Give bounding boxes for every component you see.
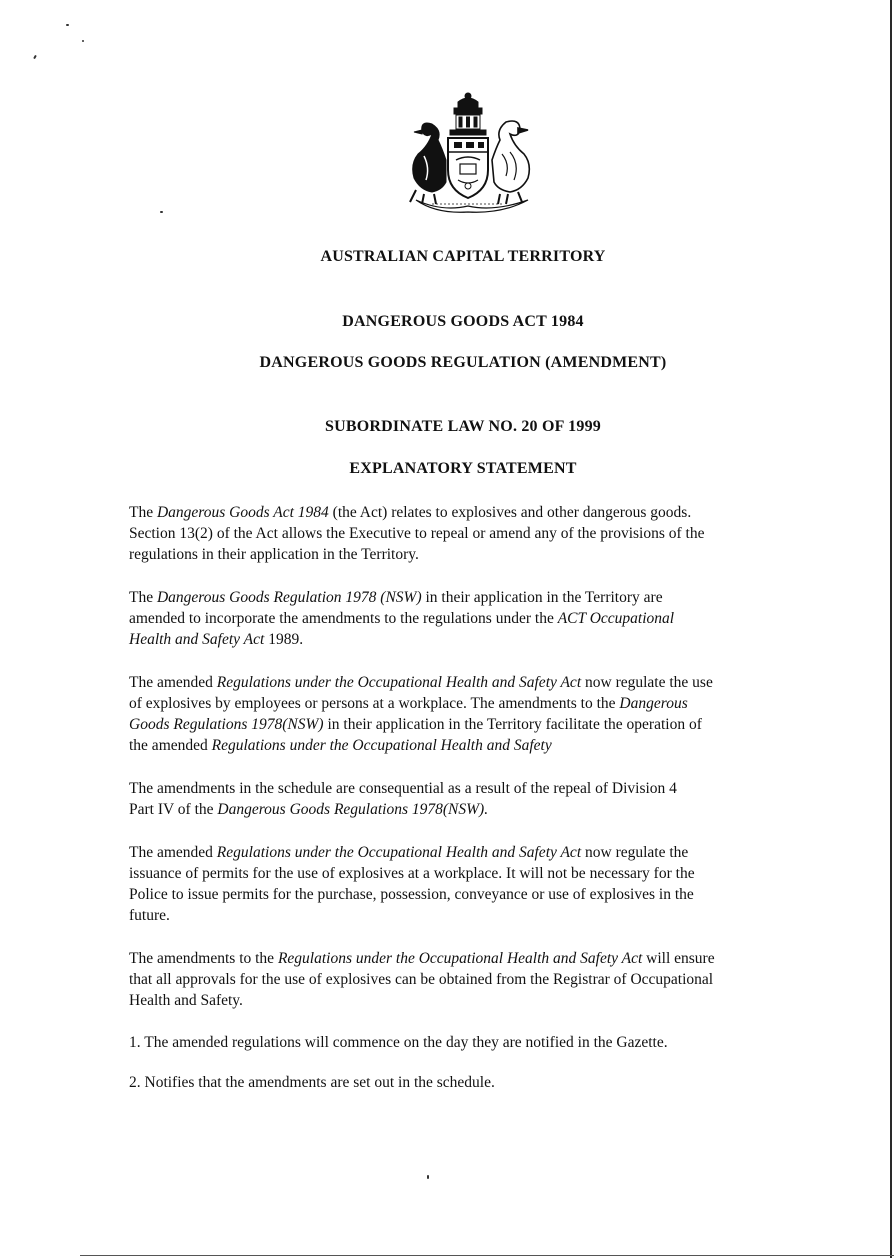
paragraph-permits: The amended Regulations under the Occupational Health and Safety Act now regulate the issuance of permits for the use of explosives at a workplace. It will not be necessary for the Police to issue permits for the purchase, possession, conveyance or use of explosives in the future.: [129, 844, 695, 924]
page-edge-bottom: [80, 1255, 894, 1256]
scan-speck: [82, 40, 84, 42]
paragraph-act-overview: The Dangerous Goods Act 1984 (the Act) relates to explosives and other dangerous goods. Section 13(2) of the Act allows the Executive to repeal or amend any of the provisions of the regulations in their application in the Territory.: [129, 504, 705, 563]
jurisdiction-heading: AUSTRALIAN CAPITAL TERRITORY: [320, 248, 606, 265]
scan-speck: [427, 1175, 429, 1179]
scan-speck: [160, 211, 163, 213]
paragraph-approvals: The amendments to the Regulations under the Occupational Health and Safety Act will ensure that all approvals for the use of explosives can be obtained from the Registrar of Occupational Health and Safety.: [129, 950, 715, 1009]
list-item: 2. Notifies that the amendments are set out in the schedule.: [129, 1074, 495, 1091]
list-item: 1. The amended regulations will commence on the day they are notified in the Gazette.: [129, 1034, 668, 1051]
paragraph-regulation-amended: The Dangerous Goods Regulation 1978 (NSW) in their application in the Territory are amended to incorporate the amendments to the regulations under the ACT Occupational Health and Safety Act 1989.: [129, 589, 675, 648]
scan-speck: [33, 55, 37, 59]
regulation-title-heading: DANGEROUS GOODS REGULATION (AMENDMENT): [259, 354, 667, 371]
statement-title-heading: EXPLANATORY STATEMENT: [349, 460, 577, 477]
paragraph-consequential-amendments: The amendments in the schedule are consequential as a result of the repeal of Division 4 Part IV of the Dangerous Goods Regulations 1978(NSW).: [129, 780, 677, 818]
scan-speck: [66, 24, 69, 26]
law-number-heading: SUBORDINATE LAW NO. 20 OF 1999: [325, 418, 601, 435]
paragraph-explosives-use: The amended Regulations under the Occupational Health and Safety Act now regulate the use of explosives by employees or persons at a workplace. The amendments to the Dangerous Goods Regulations 1978(NSW) in their application in the Territory facilitate the operation of the amended Regulations under the Occupational Health and Safety: [129, 674, 713, 754]
page-edge-right: [890, 0, 892, 1258]
act-title-heading: DANGEROUS GOODS ACT 1984: [342, 313, 584, 330]
act-coat-of-arms-icon: [402, 90, 542, 214]
